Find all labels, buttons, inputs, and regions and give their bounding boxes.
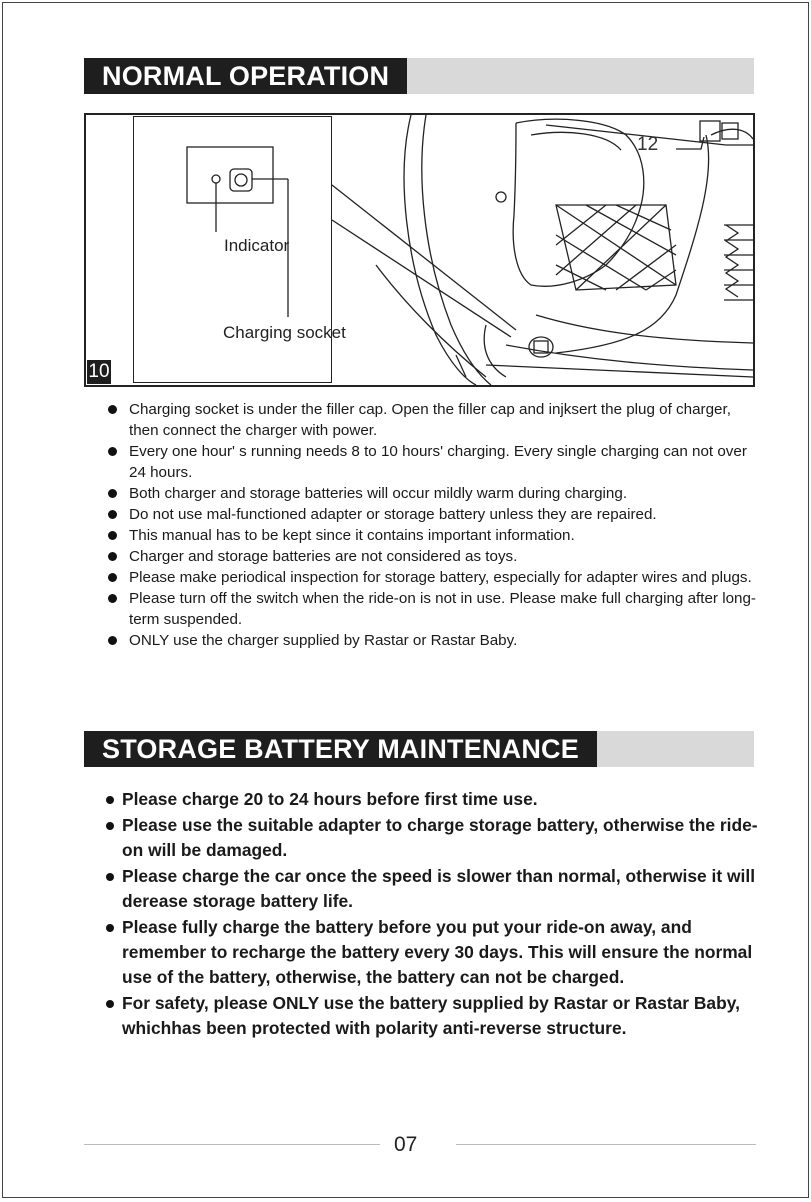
list-item: Please fully charge the battery before you put your ride-on away, and remember to recharge the battery every 30 days. This will ensure the normal use of the battery, otherwise, the battery can not be charged. (106, 915, 758, 990)
page-number: 07 (394, 1133, 418, 1156)
list-item: Please use the suitable adapter to charge storage battery, otherwise the ride-on will be damaged. (106, 813, 758, 863)
indicator-label: Indicator (224, 236, 290, 255)
list-item: Please make periodical inspection for storage battery, especially for adapter wires and plugs. (108, 567, 758, 588)
list-item: For safety, please ONLY use the battery supplied by Rastar or Rastar Baby, whichhas been protected with polarity anti-reverse structure. (106, 991, 758, 1041)
list-item: Do not use mal-functioned adapter or storage battery unless they are repaired. (108, 504, 758, 525)
list-item: ONLY use the charger supplied by Rastar or Rastar Baby. (108, 630, 758, 651)
figure-number: 10 (88, 361, 110, 382)
socket-detail-inset (133, 116, 346, 383)
section-header-normal-operation (84, 58, 754, 94)
list-item: Every one hour' s running needs 8 to 10 hours' charging. Every single charging can not over 24 hours. (108, 441, 758, 483)
list-item: Please charge the car once the speed is slower than normal, otherwise it will derease storage battery life. (106, 864, 758, 914)
footer-divider-left (84, 1144, 380, 1145)
figure-charging-socket (84, 113, 755, 387)
list-item: Charging socket is under the filler cap. Open the filler cap and injksert the plug of charger, then connect the charger with power. (108, 399, 758, 441)
section-header-storage-maintenance (84, 731, 754, 767)
charging-socket-label: Charging socket (223, 323, 346, 342)
callout-number: 12 (637, 134, 659, 155)
list-item: Both charger and storage batteries will occur mildly warm during charging. (108, 483, 758, 504)
section-title-normal-operation: NORMAL OPERATION (84, 58, 407, 94)
list-item: Please turn off the switch when the ride-on is not in use. Please make full charging after long-term suspended. (108, 588, 758, 630)
list-item: This manual has to be kept since it contains important information. (108, 525, 758, 546)
list-item: Please charge 20 to 24 hours before first time use. (106, 787, 758, 812)
list-item: Charger and storage batteries are not considered as toys. (108, 546, 758, 567)
maintenance-list (106, 787, 758, 1042)
normal-operation-list (108, 399, 758, 651)
footer-divider-right (456, 1144, 756, 1145)
section-title-storage-maintenance: STORAGE BATTERY MAINTENANCE (84, 731, 597, 767)
